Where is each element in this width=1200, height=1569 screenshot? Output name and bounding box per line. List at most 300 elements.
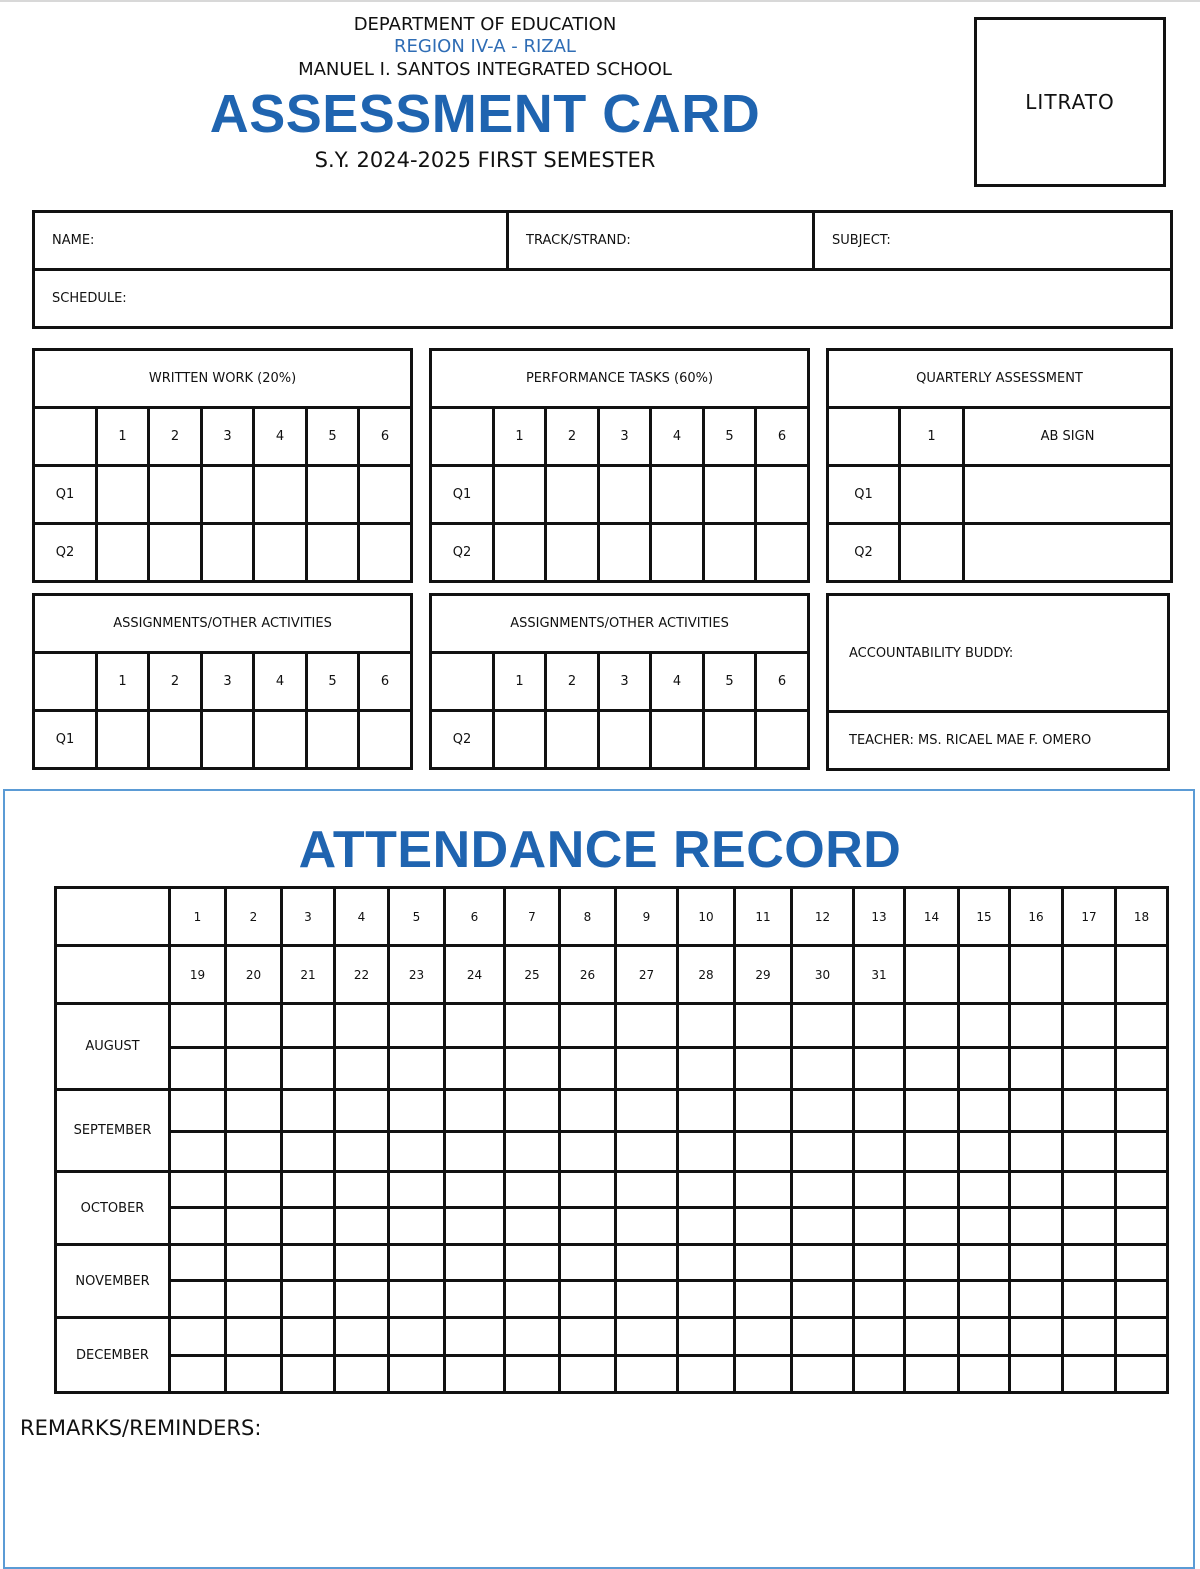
attendance-cell[interactable] [854, 1132, 905, 1172]
score-cell[interactable] [599, 711, 651, 769]
attendance-cell[interactable] [170, 1356, 226, 1393]
attendance-cell[interactable] [389, 1090, 445, 1132]
day-header: 28 [678, 946, 735, 1004]
sign-cell[interactable] [964, 466, 1172, 524]
attendance-cell[interactable] [560, 1172, 616, 1208]
day-header: 24 [445, 946, 505, 1004]
attendance-cell[interactable] [560, 1132, 616, 1172]
attendance-cell[interactable] [959, 1356, 1010, 1393]
attendance-cell[interactable] [735, 1208, 792, 1245]
attendance-cell[interactable] [389, 1356, 445, 1393]
score-cell[interactable] [149, 466, 202, 524]
attendance-cell[interactable] [1063, 1245, 1116, 1281]
attendance-cell[interactable] [792, 1132, 854, 1172]
attendance-table [54, 886, 1169, 1394]
attendance-cell[interactable] [226, 1245, 282, 1281]
attendance-cell[interactable] [735, 1004, 792, 1048]
column-header: 6 [756, 408, 809, 466]
attendance-cell[interactable] [905, 1172, 959, 1208]
attendance-cell[interactable] [1010, 1090, 1063, 1132]
attendance-cell[interactable] [792, 1281, 854, 1318]
attendance-cell[interactable] [445, 1132, 505, 1172]
score-cell[interactable] [359, 466, 412, 524]
day-header: 14 [905, 888, 959, 946]
attendance-cell[interactable] [505, 1281, 560, 1318]
attendance-cell[interactable] [226, 1356, 282, 1393]
day-header: 10 [678, 888, 735, 946]
attendance-cell[interactable] [560, 1208, 616, 1245]
attendance-cell[interactable] [505, 1208, 560, 1245]
day-header: 18 [1116, 888, 1168, 946]
column-header: 4 [651, 408, 704, 466]
day-header: 31 [854, 946, 905, 1004]
score-cell[interactable] [494, 711, 546, 769]
attendance-cell[interactable] [1116, 1356, 1168, 1393]
score-cell[interactable] [494, 524, 546, 582]
score-cell[interactable] [202, 524, 254, 582]
name-field[interactable]: NAME: [34, 212, 508, 270]
attendance-cell[interactable] [389, 1004, 445, 1048]
attendance-cell[interactable] [616, 1048, 678, 1090]
subject-field[interactable]: SUBJECT: [814, 212, 1172, 270]
attendance-cell[interactable] [226, 1318, 282, 1356]
score-cell[interactable] [546, 711, 599, 769]
quarterly-assessment-title: QUARTERLY ASSESSMENT [828, 350, 1172, 408]
score-cell[interactable] [202, 466, 254, 524]
day-header: 1 [170, 888, 226, 946]
attendance-cell[interactable] [505, 1004, 560, 1048]
row-label: Q1 [828, 466, 900, 524]
attendance-cell[interactable] [1010, 1048, 1063, 1090]
score-cell[interactable] [651, 711, 704, 769]
month-label: AUGUST [56, 1004, 170, 1090]
attendance-cell[interactable] [335, 1048, 389, 1090]
column-header: 6 [756, 653, 809, 711]
attendance-cell[interactable] [678, 1132, 735, 1172]
teacher-name: TEACHER: MS. RICAEL MAE F. OMERO [828, 712, 1169, 770]
attendance-cell[interactable] [678, 1048, 735, 1090]
attendance-cell[interactable] [1116, 1281, 1168, 1318]
written-work-title: WRITTEN WORK (20%) [34, 350, 412, 408]
assignments-q2-table [429, 593, 810, 770]
attendance-cell[interactable] [505, 1090, 560, 1132]
attendance-cell[interactable] [226, 1004, 282, 1048]
attendance-cell[interactable] [282, 1318, 335, 1356]
attendance-cell[interactable] [335, 1208, 389, 1245]
attendance-cell[interactable] [616, 1004, 678, 1048]
attendance-cell[interactable] [854, 1318, 905, 1356]
attendance-cell[interactable] [1116, 1208, 1168, 1245]
attendance-cell[interactable] [1010, 1318, 1063, 1356]
attendance-cell[interactable] [226, 1172, 282, 1208]
attendance-cell[interactable] [854, 1356, 905, 1393]
day-header: 25 [505, 946, 560, 1004]
attendance-cell[interactable] [1063, 1048, 1116, 1090]
day-header: 12 [792, 888, 854, 946]
attendance-cell[interactable] [1010, 1281, 1063, 1318]
attendance-cell[interactable] [1116, 1318, 1168, 1356]
attendance-cell[interactable] [616, 1318, 678, 1356]
attendance-cell[interactable] [678, 1318, 735, 1356]
attendance-cell[interactable] [1063, 1132, 1116, 1172]
attendance-month-row [56, 1004, 1168, 1048]
attendance-month-row [56, 1048, 1168, 1090]
attendance-cell[interactable] [282, 1004, 335, 1048]
score-cell[interactable] [254, 524, 307, 582]
remarks-label: REMARKS/REMINDERS: [20, 1416, 262, 1440]
attendance-cell[interactable] [735, 1090, 792, 1132]
attendance-cell[interactable] [959, 1172, 1010, 1208]
attendance-cell[interactable] [226, 1090, 282, 1132]
attendance-month-row [56, 1356, 1168, 1393]
attendance-cell[interactable] [678, 1004, 735, 1048]
attendance-cell[interactable] [560, 1004, 616, 1048]
attendance-cell[interactable] [959, 1048, 1010, 1090]
attendance-cell[interactable] [282, 1090, 335, 1132]
attendance-cell[interactable] [735, 1048, 792, 1090]
column-header: 1 [494, 653, 546, 711]
attendance-cell[interactable] [560, 1318, 616, 1356]
attendance-cell[interactable] [282, 1172, 335, 1208]
attendance-cell[interactable] [678, 1245, 735, 1281]
month-label: NOVEMBER [56, 1245, 170, 1318]
column-header: 1 [900, 408, 964, 466]
day-header: 26 [560, 946, 616, 1004]
score-cell[interactable] [149, 711, 202, 769]
attendance-cell[interactable] [959, 1090, 1010, 1132]
attendance-cell[interactable] [505, 1356, 560, 1393]
month-label: OCTOBER [56, 1172, 170, 1245]
attendance-cell[interactable] [1063, 1090, 1116, 1132]
score-cell[interactable] [546, 466, 599, 524]
day-header: 4 [335, 888, 389, 946]
attendance-cell[interactable] [389, 1245, 445, 1281]
attendance-cell[interactable] [735, 1318, 792, 1356]
region-name: REGION IV-A - RIZAL [394, 36, 576, 57]
score-cell[interactable] [599, 466, 651, 524]
day-header: 27 [616, 946, 678, 1004]
column-header: 3 [599, 408, 651, 466]
attendance-cell[interactable] [905, 1245, 959, 1281]
attendance-cell[interactable] [282, 1281, 335, 1318]
attendance-month-row [56, 1132, 1168, 1172]
attendance-cell[interactable] [445, 1318, 505, 1356]
attendance-cell[interactable] [335, 1245, 389, 1281]
column-header: 3 [202, 408, 254, 466]
attendance-cell[interactable] [1116, 1132, 1168, 1172]
attendance-cell[interactable] [616, 1281, 678, 1318]
attendance-cell[interactable] [678, 1172, 735, 1208]
attendance-cell[interactable] [170, 1318, 226, 1356]
score-cell[interactable] [704, 711, 756, 769]
attendance-cell[interactable] [1010, 1356, 1063, 1393]
attendance-cell[interactable] [1010, 1132, 1063, 1172]
attendance-month-row [56, 1090, 1168, 1132]
day-header [1063, 946, 1116, 1004]
column-header: 6 [359, 408, 412, 466]
attendance-cell[interactable] [170, 1132, 226, 1172]
card-header [200, 14, 770, 174]
attendance-cell[interactable] [560, 1281, 616, 1318]
attendance-cell[interactable] [792, 1004, 854, 1048]
attendance-cell[interactable] [1063, 1208, 1116, 1245]
attendance-cell[interactable] [445, 1356, 505, 1393]
attendance-cell[interactable] [854, 1004, 905, 1048]
attendance-cell[interactable] [854, 1048, 905, 1090]
day-header: 16 [1010, 888, 1063, 946]
month-label: SEPTEMBER [56, 1090, 170, 1172]
day-header: 20 [226, 946, 282, 1004]
score-cell[interactable] [307, 711, 359, 769]
attendance-cell[interactable] [792, 1090, 854, 1132]
attendance-cell[interactable] [170, 1245, 226, 1281]
attendance-cell[interactable] [905, 1132, 959, 1172]
attendance-cell[interactable] [735, 1356, 792, 1393]
attendance-cell[interactable] [854, 1281, 905, 1318]
attendance-cell[interactable] [335, 1132, 389, 1172]
attendance-cell[interactable] [1116, 1090, 1168, 1132]
attendance-cell[interactable] [792, 1318, 854, 1356]
attendance-cell[interactable] [445, 1004, 505, 1048]
attendance-cell[interactable] [792, 1048, 854, 1090]
score-cell[interactable] [97, 711, 149, 769]
score-cell[interactable] [359, 524, 412, 582]
schedule-field[interactable]: SCHEDULE: [34, 270, 1172, 328]
column-header: 1 [97, 653, 149, 711]
attendance-cell[interactable] [389, 1281, 445, 1318]
attendance-cell[interactable] [445, 1172, 505, 1208]
attendance-cell[interactable] [1063, 1172, 1116, 1208]
accountability-buddy-field[interactable]: ACCOUNTABILITY BUDDY: [828, 595, 1169, 712]
month-label: DECEMBER [56, 1318, 170, 1393]
student-info-table [32, 210, 1173, 329]
attendance-cell[interactable] [282, 1048, 335, 1090]
day-header: 19 [170, 946, 226, 1004]
attendance-cell[interactable] [445, 1245, 505, 1281]
attendance-cell[interactable] [445, 1090, 505, 1132]
score-cell[interactable] [149, 524, 202, 582]
day-header: 11 [735, 888, 792, 946]
performance-tasks-table [429, 348, 810, 583]
attendance-cell[interactable] [335, 1318, 389, 1356]
column-header: 1 [494, 408, 546, 466]
attendance-cell[interactable] [905, 1318, 959, 1356]
attendance-cell[interactable] [1063, 1004, 1116, 1048]
attendance-cell[interactable] [1010, 1245, 1063, 1281]
attendance-cell[interactable] [282, 1356, 335, 1393]
track-field[interactable]: TRACK/STRAND: [508, 212, 814, 270]
attendance-cell[interactable] [389, 1208, 445, 1245]
attendance-cell[interactable] [616, 1356, 678, 1393]
score-cell[interactable] [900, 524, 964, 582]
attendance-cell[interactable] [389, 1132, 445, 1172]
score-cell[interactable] [651, 466, 704, 524]
attendance-cell[interactable] [1116, 1004, 1168, 1048]
attendance-cell[interactable] [505, 1318, 560, 1356]
attendance-cell[interactable] [616, 1132, 678, 1172]
attendance-cell[interactable] [678, 1281, 735, 1318]
attendance-cell[interactable] [226, 1208, 282, 1245]
attendance-cell[interactable] [735, 1281, 792, 1318]
assignments-q1-table [32, 593, 413, 770]
attendance-cell[interactable] [170, 1004, 226, 1048]
score-cell[interactable] [900, 466, 964, 524]
column-header: 5 [307, 653, 359, 711]
attendance-cell[interactable] [616, 1172, 678, 1208]
attendance-cell[interactable] [1116, 1245, 1168, 1281]
department-name: DEPARTMENT OF EDUCATION [353, 14, 617, 35]
attendance-cell[interactable] [959, 1208, 1010, 1245]
photo-box[interactable] [974, 17, 1166, 187]
column-header: 6 [359, 653, 412, 711]
attendance-cell[interactable] [1063, 1356, 1116, 1393]
score-cell[interactable] [756, 524, 809, 582]
attendance-cell[interactable] [905, 1048, 959, 1090]
day-header: 2 [226, 888, 282, 946]
attendance-cell[interactable] [335, 1281, 389, 1318]
column-header: 5 [307, 408, 359, 466]
attendance-cell[interactable] [282, 1132, 335, 1172]
attendance-cell[interactable] [905, 1208, 959, 1245]
school-name: MANUEL I. SANTOS INTEGRATED SCHOOL [298, 59, 672, 80]
attendance-cell[interactable] [389, 1318, 445, 1356]
day-header: 22 [335, 946, 389, 1004]
attendance-cell[interactable] [854, 1208, 905, 1245]
score-cell[interactable] [546, 524, 599, 582]
attendance-cell[interactable] [560, 1048, 616, 1090]
attendance-cell[interactable] [335, 1172, 389, 1208]
attendance-cell[interactable] [1010, 1172, 1063, 1208]
attendance-cell[interactable] [792, 1172, 854, 1208]
attendance-cell[interactable] [335, 1004, 389, 1048]
score-cell[interactable] [704, 524, 756, 582]
attendance-cell[interactable] [226, 1281, 282, 1318]
top-divider [0, 0, 1200, 2]
score-cell[interactable] [97, 466, 149, 524]
corner-cell [431, 408, 494, 466]
attendance-cell[interactable] [505, 1245, 560, 1281]
attendance-cell[interactable] [678, 1356, 735, 1393]
attendance-cell[interactable] [226, 1048, 282, 1090]
score-cell[interactable] [307, 524, 359, 582]
attendance-cell[interactable] [792, 1208, 854, 1245]
attendance-cell[interactable] [170, 1208, 226, 1245]
attendance-cell[interactable] [616, 1090, 678, 1132]
attendance-cell[interactable] [905, 1356, 959, 1393]
attendance-cell[interactable] [854, 1245, 905, 1281]
attendance-cell[interactable] [1063, 1281, 1116, 1318]
attendance-cell[interactable] [445, 1208, 505, 1245]
score-cell[interactable] [202, 711, 254, 769]
attendance-cell[interactable] [1116, 1048, 1168, 1090]
attendance-cell[interactable] [505, 1048, 560, 1090]
attendance-cell[interactable] [170, 1172, 226, 1208]
attendance-cell[interactable] [505, 1132, 560, 1172]
attendance-cell[interactable] [389, 1048, 445, 1090]
corner-cell [431, 653, 494, 711]
attendance-cell[interactable] [560, 1356, 616, 1393]
attendance-cell[interactable] [735, 1132, 792, 1172]
ab-sign-header: AB SIGN [964, 408, 1172, 466]
attendance-cell[interactable] [226, 1132, 282, 1172]
attendance-cell[interactable] [1116, 1172, 1168, 1208]
score-cell[interactable] [254, 711, 307, 769]
attendance-cell[interactable] [792, 1245, 854, 1281]
attendance-cell[interactable] [335, 1090, 389, 1132]
attendance-cell[interactable] [678, 1208, 735, 1245]
score-cell[interactable] [599, 524, 651, 582]
day-header: 29 [735, 946, 792, 1004]
attendance-cell[interactable] [959, 1318, 1010, 1356]
attendance-cell[interactable] [959, 1132, 1010, 1172]
day-header: 9 [616, 888, 678, 946]
column-header: 4 [651, 653, 704, 711]
score-cell[interactable] [254, 466, 307, 524]
attendance-cell[interactable] [170, 1048, 226, 1090]
score-cell[interactable] [307, 466, 359, 524]
day-header: 17 [1063, 888, 1116, 946]
column-header: 2 [546, 408, 599, 466]
attendance-cell[interactable] [905, 1281, 959, 1318]
attendance-cell[interactable] [959, 1281, 1010, 1318]
attendance-cell[interactable] [282, 1245, 335, 1281]
attendance-cell[interactable] [389, 1172, 445, 1208]
score-cell[interactable] [494, 466, 546, 524]
attendance-cell[interactable] [959, 1245, 1010, 1281]
attendance-cell[interactable] [616, 1245, 678, 1281]
score-cell[interactable] [97, 524, 149, 582]
attendance-cell[interactable] [170, 1281, 226, 1318]
score-cell[interactable] [651, 524, 704, 582]
row-label: Q1 [34, 466, 97, 524]
attendance-cell[interactable] [445, 1048, 505, 1090]
attendance-cell[interactable] [560, 1090, 616, 1132]
attendance-cell[interactable] [792, 1356, 854, 1393]
attendance-cell[interactable] [905, 1090, 959, 1132]
attendance-cell[interactable] [505, 1172, 560, 1208]
attendance-cell[interactable] [854, 1090, 905, 1132]
attendance-cell[interactable] [735, 1245, 792, 1281]
attendance-cell[interactable] [1063, 1318, 1116, 1356]
attendance-cell[interactable] [678, 1090, 735, 1132]
page-title: ASSESSMENT CARD [209, 84, 761, 144]
score-cell[interactable] [756, 466, 809, 524]
attendance-cell[interactable] [735, 1172, 792, 1208]
attendance-cell[interactable] [560, 1245, 616, 1281]
attendance-cell[interactable] [335, 1356, 389, 1393]
score-cell[interactable] [704, 466, 756, 524]
column-header: 1 [97, 408, 149, 466]
row-label: Q2 [431, 711, 494, 769]
day-header: 8 [560, 888, 616, 946]
attendance-month-row [56, 1318, 1168, 1356]
score-cell[interactable] [359, 711, 412, 769]
attendance-cell[interactable] [616, 1208, 678, 1245]
attendance-cell[interactable] [854, 1172, 905, 1208]
attendance-cell[interactable] [959, 1004, 1010, 1048]
score-cell[interactable] [756, 711, 809, 769]
attendance-cell[interactable] [905, 1004, 959, 1048]
attendance-cell[interactable] [1010, 1208, 1063, 1245]
sign-cell[interactable] [964, 524, 1172, 582]
attendance-cell[interactable] [445, 1281, 505, 1318]
accountability-buddy-table [826, 593, 1170, 771]
attendance-cell[interactable] [1010, 1004, 1063, 1048]
attendance-cell[interactable] [170, 1090, 226, 1132]
attendance-cell[interactable] [282, 1208, 335, 1245]
day-header: 23 [389, 946, 445, 1004]
day-header [1010, 946, 1063, 1004]
